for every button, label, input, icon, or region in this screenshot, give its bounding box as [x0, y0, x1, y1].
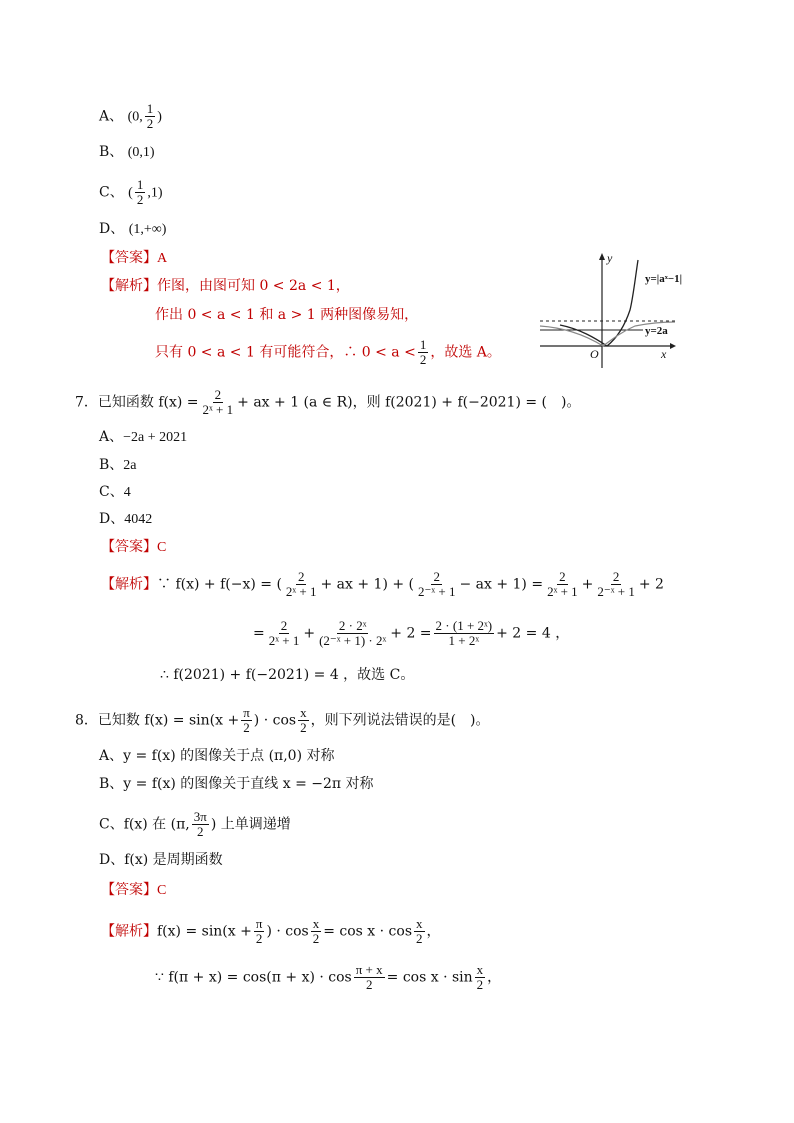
fraction: $\frac{2}{\text{2ˣ + 1}}$: [268, 618, 300, 648]
q8-option-c: C、f(x) 在 (π, $\frac{3\pi}{2}$ ) 上单调递增: [99, 809, 291, 839]
q7-analysis-line-3: ∴ f(2021) + f(−2021) = 4 ，故选 C。: [160, 667, 415, 683]
q8-option-b: B、y = f(x) 的图像关于直线 x = −2π 对称: [99, 776, 374, 792]
fraction: $\frac{\text{2 · (1 + 2ˣ)}}{\text{1 + 2ˣ}}$: [435, 618, 493, 648]
fraction: $\frac{\pi}{2}$: [243, 705, 250, 735]
q7-answer: 【答案】C: [101, 539, 167, 555]
fraction: $\frac{x}{2}$: [476, 962, 484, 992]
q6-analysis-line-3: 只有 0 < a < 1 有可能符合，∴ 0 < a < $\frac{1}{2}$ ，故选 A。: [155, 337, 501, 367]
fraction: $\frac{1}{2}$: [136, 177, 144, 207]
fraction: $\frac{2}{\text{2ˣ + 1}}$: [285, 569, 317, 599]
q8-analysis-line-2: ∵ f(π + x) = cos(π + x) · cos $\frac{\pi + x}{2}$ = cos x · sin $\frac{x}{2}$ ，: [155, 962, 502, 992]
fraction: $\frac{2}{\text{2ˣ + 1}}$: [547, 569, 578, 599]
y-axis-arrow-icon: [599, 253, 605, 260]
q6-analysis-line-1: 【解析】作图，由图可知 0 < 2a < 1，: [101, 278, 350, 294]
q7-stem: 7．已知函数 f(x) = $\frac{2}{\text{2ˣ + 1}}$ + ax + 1 (a ∈ R)，则 f(2021) + f(−2021) = ( )。: [75, 387, 581, 417]
fraction: $\frac{2}{\text{2⁻ˣ + 1}}$: [418, 569, 456, 599]
curve-a-gt-1: [560, 260, 638, 346]
q7-option-b: B、2a: [99, 457, 137, 473]
q7-option-c: C、4: [99, 484, 131, 500]
q8-option-a: A、y = f(x) 的图像关于点 (π,0) 对称: [99, 748, 335, 764]
fraction: $\frac{\pi + x}{2}$: [355, 962, 383, 992]
q6-analysis-line-2: 作出 0 < a < 1 和 a > 1 两种图像易知，: [155, 307, 419, 323]
q8-stem: 8．已知数 f(x) = sin(x + $\frac{\pi}{2}$ ) · cos $\frac{x}{2}$ ，则下列说法错误的是( )。: [75, 705, 490, 735]
q6-option-d: D、 (1,+∞): [99, 221, 167, 237]
x-axis-arrow-icon: [670, 343, 676, 349]
q6-option-b: B、 (0,1): [99, 144, 155, 160]
fraction: $\frac{x}{2}$: [312, 916, 320, 946]
fraction: $\frac{1}{2}$: [419, 337, 427, 367]
fraction: $\frac{2}{\text{2⁻ˣ + 1}}$: [597, 569, 635, 599]
fraction: $\frac{x}{2}$: [416, 916, 423, 946]
q6-option-c: C、 ( $\frac{1}{2}$ ,1): [99, 177, 163, 207]
fraction: $\frac{x}{2}$: [300, 705, 307, 735]
q8-option-d: D、f(x) 是周期函数: [99, 852, 223, 868]
q6-option-a: A、 (0, $\frac{1}{2}$ ): [99, 101, 162, 131]
function-graph: [535, 250, 705, 370]
fraction: $\frac{\pi}{2}$: [255, 916, 263, 946]
fraction: $\frac{2}{\text{2ˣ + 1}}$: [202, 387, 234, 417]
x-axis-label: x: [661, 347, 667, 361]
line-label: y=2a: [645, 325, 668, 337]
fraction: $\frac{\text{2 · 2ˣ}}{\text{(2⁻ˣ + 1) · 2ˣ}}$: [319, 618, 387, 648]
curve-label: y=|aˣ−1|: [645, 273, 683, 285]
q8-analysis-line-1: 【解析】f(x) = sin(x + $\frac{\pi}{2}$ ) · cos $\frac{x}{2}$ = cos x · cos $\frac{x}{2}$ ，: [101, 916, 441, 946]
q7-analysis-line-2: = $\frac{2}{\text{2ˣ + 1}}$ + $\frac{\text{2 · 2ˣ}}{\text{(2⁻ˣ + 1) · 2ˣ}}$ + 2 = $\frac{\text{2 · (1 + 2ˣ)}}{\text{1 + 2ˣ}}$ + 2 = 4 ，: [253, 618, 570, 648]
fraction: $\frac{3\pi}{2}$: [193, 809, 207, 839]
q7-option-a: A、−2a + 2021: [99, 429, 188, 445]
y-axis-label: y: [607, 251, 613, 265]
q8-answer: 【答案】C: [101, 882, 167, 898]
q7-option-d: D、4042: [99, 511, 153, 527]
origin-label: O: [590, 347, 599, 361]
fraction: $\frac{1}{2}$: [146, 101, 154, 131]
q6-answer: 【答案】A: [101, 250, 168, 266]
q7-analysis-line-1: 【解析】∵ f(x) + f(−x) = ( $\frac{2}{\text{2ˣ + 1}}$ + ax + 1) + ( $\frac{2}{\text{2⁻ˣ + 1}}$ − ax + 1) = $\frac{2}{\text{2ˣ + 1}}$ + $\frac{2}{\text{2⁻ˣ + 1}}$ + 2: [101, 569, 664, 599]
